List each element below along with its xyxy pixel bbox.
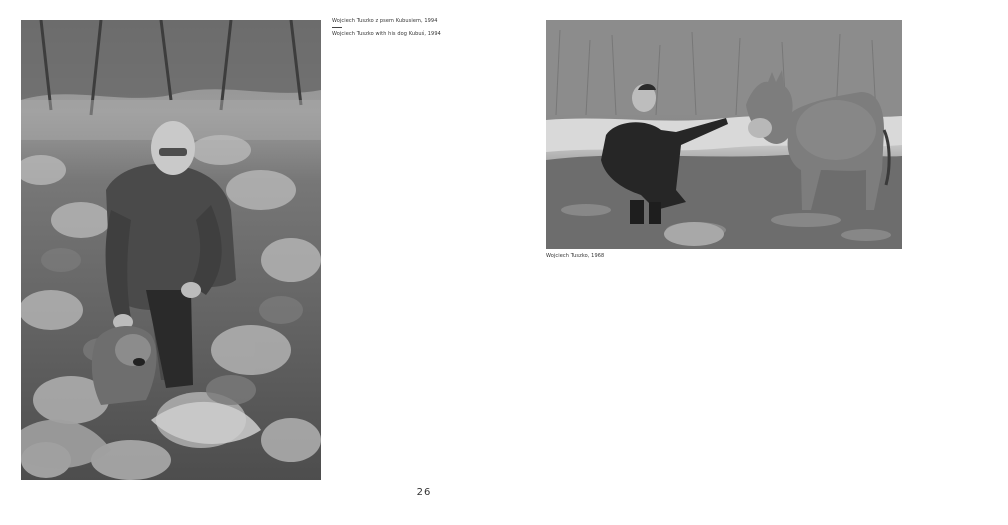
photo-man-with-donkey-image bbox=[546, 20, 902, 249]
photo-man-with-dog-image bbox=[21, 20, 321, 480]
caption-right-photo: Wojciech Tuszko, 1968 bbox=[546, 253, 605, 259]
caption-divider bbox=[332, 27, 342, 28]
caption-english: Wojciech Tuszko with his dog Kubuś, 1994 bbox=[332, 31, 441, 37]
page-number: 26 bbox=[416, 487, 432, 498]
photo-man-with-dog bbox=[21, 20, 321, 480]
caption-polish: Wojciech Tuszko z psem Kubusiem, 1994 bbox=[332, 18, 438, 24]
photo-man-with-donkey bbox=[546, 20, 902, 249]
